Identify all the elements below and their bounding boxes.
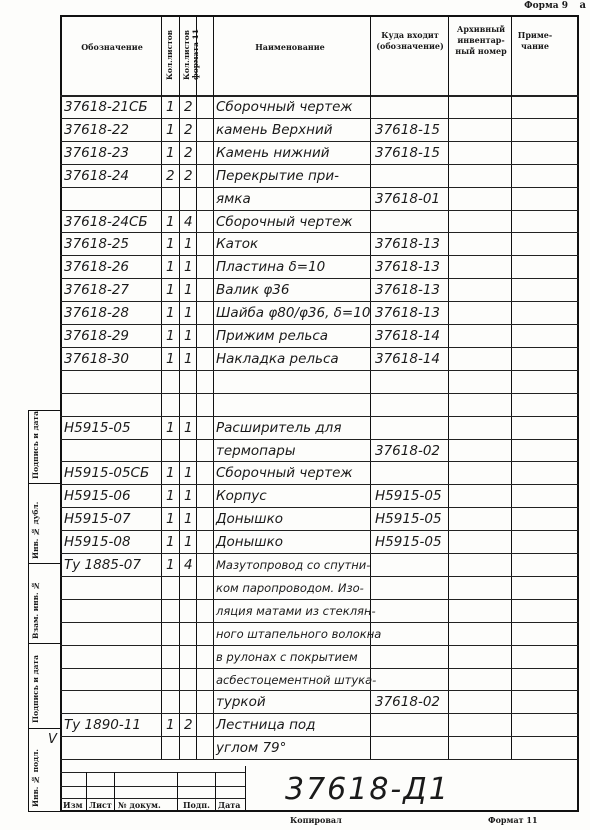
row-divider [60, 553, 579, 554]
row-divider [60, 530, 579, 531]
row-divider [60, 759, 579, 760]
format-label: Формат 11 [488, 815, 538, 825]
row-name: Сборочный чертеж [216, 99, 353, 115]
row-divider [60, 278, 579, 279]
row-where-used: 37618-13 [375, 282, 440, 299]
row-name: Сборочный чертеж [216, 465, 353, 482]
row-name: камень Верхний [216, 121, 333, 138]
row-designation: 37618-27 [64, 282, 129, 299]
row-designation: 37618-21СБ [64, 99, 148, 115]
row-divider [60, 736, 579, 737]
row-divider [60, 461, 579, 462]
row-qty-sheets: 1 [166, 717, 175, 734]
row-name: Расширитель для [216, 419, 342, 436]
row-name: туркой [216, 694, 266, 711]
header-designation: Обозначение [81, 42, 143, 52]
side-label-sign-date-2: Подпись и дата [31, 655, 40, 723]
row-name: Каток [216, 236, 259, 253]
row-name: ямка [216, 190, 251, 207]
side-label-orig-inv: Инв. № подл. [31, 748, 40, 807]
row-qty-format: 1 [184, 419, 193, 436]
header-qty-sheets-format: Кол.листов формата 11 [182, 29, 200, 81]
side-label-dup-inv: Инв. № дубл. [31, 501, 40, 559]
row-qty-format: 2 [184, 167, 193, 184]
row-designation: 37618-24СБ [64, 213, 148, 230]
row-divider [60, 599, 579, 600]
row-divider [60, 576, 579, 577]
row-qty-format: 1 [184, 534, 193, 551]
row-divider [60, 164, 579, 165]
row-divider [60, 713, 579, 714]
row-designation: 37618-26 [64, 259, 129, 276]
row-qty-sheets: 1 [166, 259, 175, 276]
row-qty-format: 1 [184, 350, 193, 367]
row-designation: 37618-23 [64, 144, 129, 161]
column-divider [196, 15, 197, 759]
column-divider [511, 15, 512, 759]
row-name: асбестоцементной штука- [216, 672, 377, 687]
corner-mark: а [579, 0, 586, 11]
row-qty-sheets: 1 [166, 213, 175, 230]
stamp-col-doc-no: № докум. [118, 800, 161, 810]
row-designation: Н5915-06 [64, 488, 131, 505]
row-where-used: Н5915-05 [375, 511, 442, 528]
row-name: Корпус [216, 488, 267, 505]
row-designation: Н5915-05 [64, 419, 131, 436]
row-qty-format: 1 [184, 282, 193, 299]
row-divider [60, 439, 579, 440]
row-name: Донышко [216, 511, 284, 528]
row-divider [60, 255, 579, 256]
row-divider [60, 668, 579, 669]
row-name: в рулонах с покрытием [216, 649, 358, 664]
header-name: Наименование [255, 42, 325, 52]
row-qty-format: 2 [184, 717, 193, 734]
row-designation: Ту 1890-11 [64, 717, 141, 734]
row-name: ного штапельного волокна [216, 626, 382, 641]
row-where-used: 37618-15 [375, 144, 440, 161]
column-divider [370, 15, 371, 759]
row-qty-format: 2 [184, 144, 193, 161]
row-divider [60, 232, 579, 233]
row-divider [60, 622, 579, 623]
copied-label: Копировал [290, 815, 342, 825]
row-divider [60, 210, 579, 211]
stamp-col-sheet: Лист [89, 800, 112, 810]
row-name: Пластина δ=10 [216, 259, 326, 276]
row-designation: 37618-30 [64, 350, 129, 367]
row-where-used: 37618-14 [375, 350, 440, 367]
row-designation: 37618-24 [64, 167, 129, 184]
column-divider [213, 15, 214, 759]
header-archive-no: Архивный инвентар-ный номер [455, 24, 507, 56]
row-divider [60, 324, 579, 325]
row-divider [60, 416, 579, 417]
row-qty-sheets: 1 [166, 328, 175, 344]
row-qty-format: 1 [184, 259, 193, 276]
row-divider [60, 347, 579, 348]
row-name: Мазутопровод со спутни- [216, 558, 371, 572]
row-name: Накладка рельса [216, 350, 339, 367]
row-divider [60, 393, 579, 394]
row-name: Шайба φ80/φ36, δ=10 [216, 305, 371, 322]
row-where-used: 37618-13 [375, 259, 440, 276]
row-qty-sheets: 1 [166, 465, 175, 482]
row-where-used: 37618-15 [375, 121, 440, 138]
header-note: Приме-чание [517, 30, 553, 51]
header-qty-sheets: Кол.листов [165, 30, 174, 81]
row-qty-format: 1 [184, 305, 193, 322]
stamp-col-date: Дата [218, 800, 241, 810]
row-name: термопары [216, 442, 296, 459]
row-qty-sheets: 1 [166, 282, 175, 299]
side-label-replace-inv: Взам. инв. № [31, 580, 40, 639]
row-qty-format: 2 [184, 99, 193, 115]
row-divider [60, 118, 579, 119]
row-qty-sheets: 1 [166, 511, 175, 528]
row-where-used: 37618-13 [375, 305, 440, 322]
row-qty-format: 1 [184, 236, 193, 253]
row-name: ком паропроводом. Изо- [216, 580, 364, 595]
side-label-sign-date: Подпись и дата [31, 411, 40, 479]
row-designation: Н5915-07 [64, 511, 131, 528]
row-qty-format: 1 [184, 328, 193, 344]
row-qty-format: 1 [184, 465, 193, 482]
row-qty-sheets: 1 [166, 350, 175, 367]
column-divider [448, 15, 449, 759]
row-qty-sheets: 1 [166, 419, 175, 436]
row-designation: 37618-25 [64, 236, 129, 253]
row-designation: Н5915-08 [64, 534, 131, 551]
row-qty-format: 4 [184, 213, 193, 230]
row-where-used: 37618-01 [375, 190, 440, 207]
row-name: Валик φ36 [216, 282, 290, 299]
row-where-used: Н5915-05 [375, 534, 442, 551]
row-qty-sheets: 1 [166, 488, 175, 505]
row-divider [60, 507, 579, 508]
row-qty-sheets: 1 [166, 305, 175, 322]
row-where-used: 37618-13 [375, 236, 440, 253]
row-name: Сборочный чертеж [216, 213, 353, 230]
row-designation: 37618-29 [64, 328, 129, 344]
row-designation: Ту 1885-07 [64, 557, 141, 573]
row-where-used: 37618-14 [375, 328, 440, 344]
header-where-used: Куда входит (обозначение) [376, 30, 444, 51]
check-mark: V [48, 732, 57, 747]
row-divider [60, 690, 579, 691]
row-qty-sheets: 1 [166, 99, 175, 115]
row-qty-sheets: 2 [166, 167, 175, 184]
row-divider [60, 141, 579, 142]
row-where-used: 37618-02 [375, 694, 440, 711]
row-divider [60, 370, 579, 371]
stamp-col-change: Изм [63, 800, 83, 810]
row-name: углом 79° [216, 740, 287, 757]
row-divider [60, 187, 579, 188]
row-divider [60, 645, 579, 646]
row-designation: 37618-22 [64, 121, 129, 138]
row-name: Прижим рельса [216, 328, 329, 344]
row-qty-format: 2 [184, 121, 193, 138]
form-label: Форма 9 [524, 1, 568, 11]
row-qty-sheets: 1 [166, 121, 175, 138]
row-qty-format: 4 [184, 557, 193, 573]
row-name: Лестница под [216, 717, 316, 734]
row-name: Донышко [216, 534, 284, 551]
row-qty-sheets: 1 [166, 144, 175, 161]
side-stamp [28, 410, 60, 812]
column-divider [179, 15, 180, 759]
row-designation: 37618-28 [64, 305, 129, 322]
stamp-col-sign: Подп. [183, 800, 210, 810]
document-code: 37618-Д1 [285, 772, 450, 807]
row-designation: Н5915-05СБ [64, 465, 150, 482]
row-qty-format: 1 [184, 488, 193, 505]
row-name: Перекрытие при- [216, 167, 339, 184]
row-divider [60, 301, 579, 302]
row-divider [60, 484, 579, 485]
row-where-used: 37618-02 [375, 442, 440, 459]
column-divider [161, 15, 162, 759]
row-qty-sheets: 1 [166, 557, 175, 573]
row-qty-format: 1 [184, 511, 193, 528]
row-name: Камень нижний [216, 144, 330, 161]
row-name: ляция матами из стеклян- [216, 603, 376, 618]
row-qty-sheets: 1 [166, 236, 175, 253]
row-where-used: Н5915-05 [375, 488, 442, 505]
row-qty-sheets: 1 [166, 534, 175, 551]
